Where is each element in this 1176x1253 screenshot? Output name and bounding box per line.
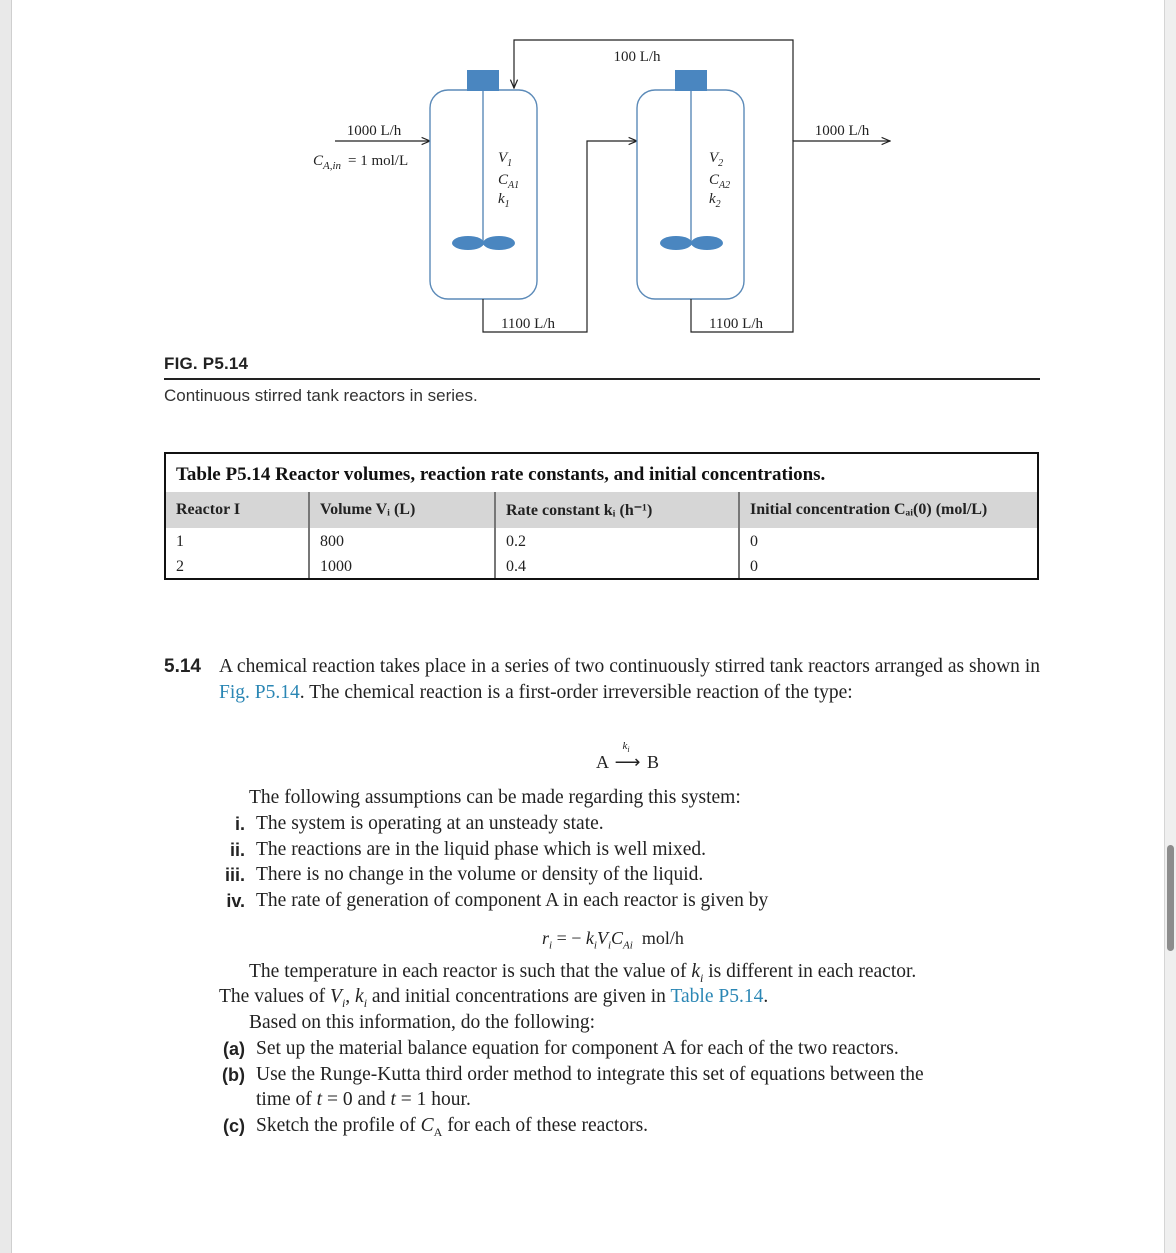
fig-link[interactable]: Fig. P5.14	[219, 682, 300, 703]
header-reactor: Reactor I	[166, 492, 309, 528]
reactor-1-impeller-left	[452, 236, 484, 250]
inlet-conc-symbol: $C_{A,in}$	[313, 153, 342, 172]
reaction-equation: A $k_i$ ⟶ B	[596, 740, 660, 772]
cell-rate-constant: 0.2	[495, 528, 739, 553]
cell-rate-constant: 0.4	[495, 553, 739, 578]
task-text: Use the Runge-Kutta third order method to integrate this set of equations between the	[256, 1064, 924, 1085]
assumption-label: iv.	[226, 891, 245, 911]
assumption-label: ii.	[229, 840, 245, 860]
inlet-conc-value: = 1 mol/L	[348, 153, 409, 169]
reactor-2-flow-label: 1100 L/h	[708, 316, 764, 332]
right-scroll-track[interactable]	[1164, 0, 1176, 1253]
assumptions-intro: The following assumptions can be made regarding this system:	[249, 787, 741, 808]
based-on-line: Based on this information, do the following:	[249, 1012, 596, 1033]
table-title: Table P5.14 Reactor volumes, reaction rate constants, and initial concentrations.	[176, 464, 826, 485]
rate-equation: $r_i$ = − $k_iV_iC_{Ai}$ mol/h	[542, 928, 684, 952]
task-text: Set up the material balance equation for component A for each of the two reactors.	[256, 1038, 899, 1059]
problem-intro: A chemical reaction takes place in a series of two continuously stirred tank reactors arranged as shown in Fig. P5.14. The chemical reaction is a first-order irreversible reaction of the type:	[219, 656, 1040, 703]
assumption-label: i.	[234, 814, 245, 834]
figure-rule	[164, 378, 1040, 380]
table-header-row	[166, 492, 1037, 528]
cell-reactor: 2	[176, 557, 184, 575]
task-label: (c)	[223, 1116, 245, 1136]
reactor-2-motor	[675, 70, 707, 91]
task-label: (b)	[222, 1065, 245, 1085]
cell-volume: 800	[309, 528, 495, 553]
inlet-flow-label: 1000 L/h	[346, 123, 402, 139]
task-label: (a)	[223, 1039, 245, 1059]
task-text: Sketch the profile of $C_A$ for each of these reactors.	[256, 1115, 649, 1139]
assumption-text: The reactions are in the liquid phase which is well mixed.	[256, 839, 706, 860]
assumption-text: There is no change in the volume or density of the liquid.	[256, 864, 704, 885]
values-line: The values of $V_i$, $k_i$ and initial concentrations are given in Table P5.14.	[219, 986, 769, 1010]
problem-number: 5.14	[164, 656, 201, 677]
header-rate-constant: Rate constant kᵢ (h⁻¹)	[495, 492, 739, 528]
data-table	[164, 452, 1039, 580]
cell-initial-concentration: 0	[739, 528, 1037, 553]
problem-statement	[164, 654, 1040, 706]
reactor-figure	[300, 30, 900, 340]
cell-volume: 1000	[309, 553, 495, 578]
scrollbar-thumb[interactable]	[1167, 845, 1174, 951]
task-b-continuation: time of t = 0 and t = 1 hour.	[256, 1089, 471, 1110]
reactor-1-volume-symbol: $V_1$	[498, 150, 513, 169]
cell-initial-concentration: 0	[739, 553, 1037, 578]
figure-label: FIG. P5.14	[164, 354, 249, 373]
cell-reactor: 1	[176, 532, 184, 550]
reactor-1-conc-symbol: $C_{A1}$	[498, 172, 520, 191]
reactor-2-conc-symbol: $C_{A2}$	[709, 172, 731, 191]
reactor-2-impeller-right	[691, 236, 723, 250]
temperature-line: The temperature in each reactor is such that the value of $k_i$ is different in each reactor.	[249, 961, 917, 985]
recycle-flow-label: 100 L/h	[613, 49, 661, 65]
assumption-text: The system is operating at an unsteady state.	[256, 813, 604, 834]
reactor-2-impeller-left	[660, 236, 692, 250]
table-row	[166, 528, 1037, 553]
reactor-2-rate-symbol: $k_2$	[709, 191, 721, 210]
reactor-1-motor	[467, 70, 499, 91]
reactor-2-volume-symbol: $V_2$	[709, 150, 724, 169]
assumption-text: The rate of generation of component A in each reactor is given by	[256, 890, 769, 911]
table-row	[166, 553, 1037, 578]
left-page-edge	[0, 0, 12, 1253]
reactor-1-impeller-right	[483, 236, 515, 250]
header-volume: Volume Vᵢ (L)	[309, 492, 495, 528]
header-initial-concentration: Initial concentration Cₐᵢ(0) (mol/L)	[739, 492, 1037, 528]
table-link[interactable]: Table P5.14	[670, 986, 764, 1007]
figure-caption: Continuous stirred tank reactors in series.	[164, 386, 478, 405]
reactor-1-flow-label: 1100 L/h	[500, 316, 556, 332]
reactor-1-rate-symbol: $k_1$	[498, 191, 510, 210]
outlet-flow-label: 1000 L/h	[814, 123, 870, 139]
assumption-label: iii.	[224, 865, 245, 885]
